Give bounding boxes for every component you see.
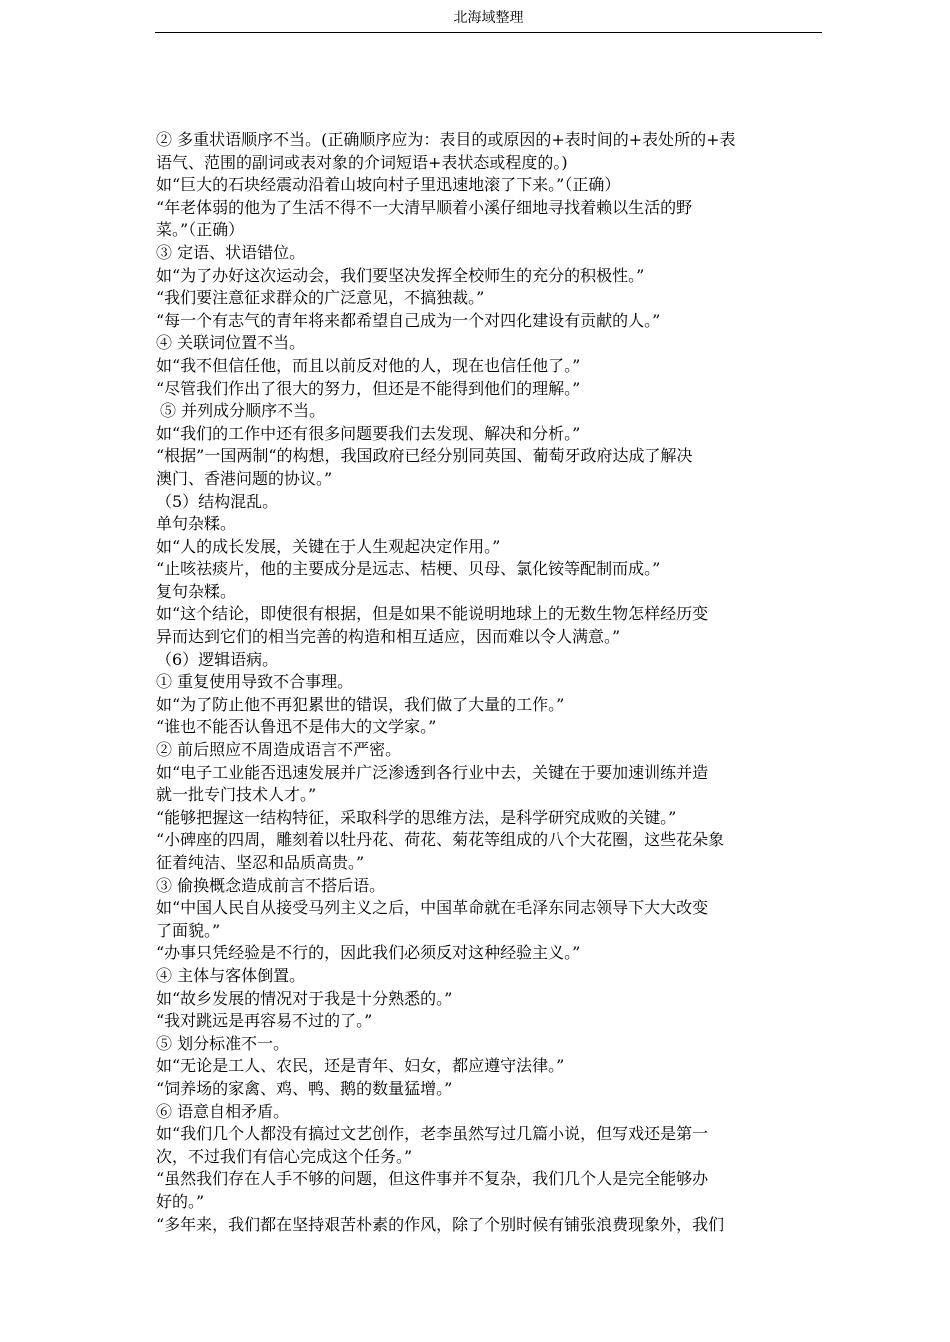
text-line: ③ 定语、状语错位。 (156, 242, 306, 262)
text-line: 复句杂糅。 (156, 581, 237, 601)
text-line: “尽管我们作出了很大的努力，但还是不能得到他们的理解。” (156, 378, 581, 398)
header-title: 北海域整理 (453, 10, 524, 26)
text-line: 如“这个结论，即使很有根据，但是如果不能说明地球上的无数生物怎样经历变 (156, 604, 709, 624)
text-line: “办事只凭经验是不行的，因此我们必须反对这种经验主义。” (156, 943, 581, 963)
text-line: “年老体弱的他为了生活不得不一大清早顺着小溪仔细地寻找着赖以生活的野 (156, 197, 693, 217)
text-line: 就一批专门技术人才。” (156, 785, 317, 805)
text-line: 如“我们的工作中还有很多问题要我们去发现、解决和分析。” (156, 423, 581, 443)
text-line: “虽然我们存在人手不够的问题，但这件事并不复杂，我们几个人是完全能够办 (156, 1169, 709, 1189)
text-line: ② 多重状语顺序不当。(正确顺序应为：表目的或原因的+表时间的+表处所的+表 (156, 130, 736, 149)
text-line: “饲养场的家禽、鸡、鸭、鹅的数量猛增。” (156, 1078, 453, 1098)
text-line: “多年来，我们都在坚持艰苦朴素的作风，除了个别时候有铺张浪费现象外，我们 (156, 1214, 725, 1234)
text-line: “小碑座的四周，雕刻着以牡丹花、荷花、菊花等组成的八个大花圈，这些花朵象 (156, 830, 725, 850)
text-line: 菜。”（正确） (156, 220, 245, 240)
text-line: ③ 偷换概念造成前言不搭后语。 (156, 875, 386, 895)
text-line: 异而达到它们的相当完善的构造和相互适应，因而难以令人满意。” (156, 627, 621, 647)
text-line: “我们要注意征求群众的广泛意见，不搞独裁。” (156, 288, 485, 308)
text-line: 如“中国人民自从接受马列主义之后，中国革命就在毛泽东同志领导下大大改变 (156, 898, 709, 918)
text-line: （6）逻辑语病。 (156, 649, 279, 669)
text-line: 好的。” (156, 1191, 205, 1211)
text-line: 如“为了办好这次运动会，我们要坚决发挥全校师生的充分的积极性。” (156, 265, 645, 285)
text-line: “能够把握这一结构特征，采取科学的思维方法，是科学研究成败的关键。” (156, 807, 677, 827)
text-line: 如“无论是工人、农民，还是青年、妇女，都应遵守法律。” (156, 1056, 565, 1076)
text-line: ⑤ 划分标准不一。 (156, 1033, 290, 1053)
text-line: 语气、范围的副词或表对象的介词短语+表状态或程度的。) (156, 152, 568, 172)
text-line: 次，不过我们有信心完成这个任务。” (156, 1146, 413, 1166)
text-line: ⑥ 语意自相矛盾。 (156, 1101, 290, 1121)
text-line: “每一个有志气的青年将来都希望自己成为一个对四化建设有贡献的人。” (156, 310, 661, 330)
text-line: “我对跳远是再容易不过的了。” (156, 1011, 373, 1031)
text-line: ④ 关联词位置不当。 (156, 333, 306, 353)
text-line: 如“故乡发展的情况对于我是十分熟悉的。” (156, 988, 453, 1008)
text-line: 如“人的成长发展，关键在于人生观起决定作用。” (156, 536, 501, 556)
text-line: ⑤ 并列成分顺序不当。 (160, 401, 326, 421)
text-line: “止咳祛痰片，他的主要成分是远志、桔梗、贝母、氯化铵等配制而成。” (156, 559, 661, 579)
text-line: ④ 主体与客体倒置。 (156, 965, 306, 985)
text-line: 如“我不但信任他，而且以前反对他的人，现在也信任他了。” (156, 355, 581, 375)
document-body (156, 129, 824, 1236)
text-line: 征着纯洁、坚忍和品质高贵。” (156, 853, 365, 872)
text-line: 澳门、香港问题的协议。” (156, 468, 333, 488)
text-line: ② 前后照应不周造成语言不严密。 (156, 740, 402, 760)
text-line: “根据”一国两制“的构想，我国政府已经分别同英国、葡萄牙政府达成了解决 (156, 446, 693, 466)
text-line: 如“为了防止他不再犯累世的错误，我们做了大量的工作。” (156, 694, 565, 714)
text-line: 如“电子工业能否迅速发展并广泛渗透到各行业中去，关键在于要加速训练并造 (156, 762, 709, 782)
text-line: ① 重复使用导致不合事理。 (156, 672, 354, 692)
text-line: 单句杂糅。 (156, 514, 237, 534)
text-line: 如“我们几个人都没有搞过文艺创作，老李虽然写过几篇小说，但写戏还是第一 (156, 1124, 709, 1144)
text-line: 了面貌。” (156, 920, 221, 940)
text-line: （5）结构混乱。 (156, 491, 279, 511)
text-line: “谁也不能否认鲁迅不是伟大的文学家。” (156, 717, 437, 737)
page-header (155, 0, 822, 33)
text-line: 如“巨大的石块经震动沿着山坡向村子里迅速地滚了下来。”（正确） (156, 175, 621, 195)
